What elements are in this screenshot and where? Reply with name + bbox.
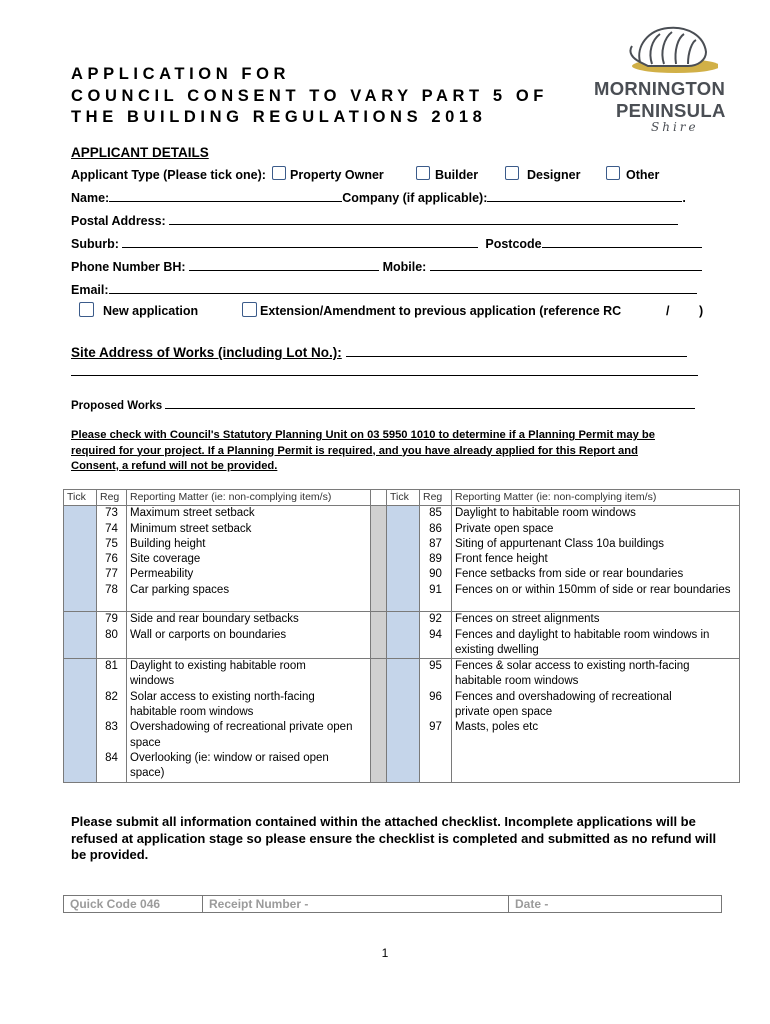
matter-cell [127, 612, 371, 659]
tick-header: Tick [64, 490, 97, 506]
email-label: Email: [71, 283, 109, 297]
reg-number: 86 [429, 522, 442, 535]
matter-text: Private open space [455, 522, 554, 535]
postal-row [71, 214, 678, 228]
mobile-field[interactable] [430, 260, 702, 271]
mobile-label: Mobile: [382, 260, 427, 274]
name-row [71, 191, 686, 205]
property-owner-label: Property Owner [290, 168, 384, 182]
postcode-field[interactable] [542, 237, 702, 248]
name-field[interactable] [109, 191, 342, 202]
postcode-label: Postcode [485, 237, 542, 251]
matter-text: Front fence height [455, 553, 548, 566]
matter-text: Site coverage [130, 553, 201, 566]
matter-text: Wall or carports on boundaries [130, 628, 287, 641]
column-separator [371, 612, 387, 659]
reg-number: 82 [105, 690, 118, 703]
reg-header: Reg [420, 490, 452, 506]
reference-close: ) [699, 304, 704, 318]
matter-text: Masts, poles etc [455, 721, 539, 734]
builder-checkbox[interactable] [416, 166, 430, 180]
suburb-label: Suburb: [71, 237, 119, 251]
builder-label: Builder [435, 168, 479, 182]
matter-header: Reporting Matter (ie: non-complying item/s) [452, 490, 740, 506]
matter-text: Maximum street setback [130, 507, 255, 520]
page-number: 1 [381, 946, 389, 960]
shire-logo [590, 22, 755, 134]
matter-text: Side and rear boundary setbacks [130, 613, 299, 626]
suburb-row [71, 237, 702, 251]
reg-number: 77 [105, 568, 118, 581]
tick-cell[interactable] [64, 506, 97, 612]
reg-number: 92 [429, 613, 442, 626]
matter-cell [452, 506, 740, 612]
title-line-1: APPLICATION FOR [71, 65, 291, 83]
email-row [71, 283, 697, 297]
designer-checkbox[interactable] [505, 166, 519, 180]
reg-cell [97, 506, 127, 612]
table-header-row [64, 490, 740, 506]
table-row [64, 659, 740, 782]
reg-number: 84 [105, 751, 118, 764]
matter-text: Permeability [130, 568, 194, 581]
planning-note-line-2: required for your project. If a Planning Permit is required, and you have already applied for this Report and [71, 444, 638, 457]
site-address-row [71, 345, 687, 360]
site-address-field[interactable] [346, 346, 687, 357]
other-label: Other [626, 168, 660, 182]
reg-number: 78 [105, 583, 118, 596]
matter-text: Fences and overshadowing of recreational private open space [455, 690, 672, 719]
company-end: . [682, 191, 686, 205]
phone-field[interactable] [189, 260, 379, 271]
office-use-strip [63, 895, 722, 913]
proposed-works-field[interactable] [165, 398, 695, 409]
email-field[interactable] [109, 283, 697, 294]
other-checkbox[interactable] [606, 166, 620, 180]
matter-text: Siting of appurtenant Class 10a buildings [455, 537, 665, 550]
reg-number: 73 [105, 507, 118, 520]
matter-text: Solar access to existing north-facing habitable room windows [130, 690, 315, 719]
reg-number: 94 [429, 628, 442, 641]
tick-cell[interactable] [387, 506, 420, 612]
reg-header: Reg [97, 490, 127, 506]
date-field[interactable]: Date - [515, 897, 549, 911]
matter-text: Overshadowing of recreational private open space [130, 721, 353, 749]
reg-number: 75 [105, 537, 118, 550]
matter-cell [127, 506, 371, 612]
reg-number: 96 [429, 690, 442, 703]
matter-text: Minimum street setback [130, 522, 252, 535]
reg-number: 97 [429, 721, 442, 734]
reg-number: 91 [429, 583, 442, 596]
reg-cell [420, 612, 452, 659]
logo-peninsula: PENINSULA [616, 100, 726, 121]
tick-header: Tick [387, 490, 420, 506]
postal-field[interactable] [169, 214, 678, 225]
form-title [71, 64, 548, 129]
planning-note-line-1: Please check with Council's Statutory Planning Unit on 03 5950 1010 to determine if a Planning Permit may be [71, 429, 655, 441]
title-line-2: COUNCIL CONSENT TO VARY PART 5 OF [71, 86, 548, 105]
applicant-type-label: Applicant Type (Please tick one): [71, 168, 266, 182]
reg-number: 81 [105, 660, 118, 673]
name-label: Name: [71, 191, 110, 205]
matter-cell [127, 659, 371, 782]
reg-number: 85 [429, 507, 442, 520]
planning-permit-note [71, 428, 655, 475]
shell-icon [618, 22, 718, 84]
matter-text: Car parking spaces [130, 583, 230, 596]
extension-checkbox[interactable] [242, 302, 257, 317]
site-address-line-2[interactable] [71, 375, 698, 376]
reg-number: 79 [105, 613, 118, 626]
new-application-checkbox[interactable] [79, 302, 94, 317]
company-field[interactable] [487, 191, 682, 202]
logo-mornington: MORNINGTON [594, 78, 726, 99]
column-separator [371, 506, 387, 612]
reg-number: 87 [429, 537, 442, 550]
reg-number: 76 [105, 553, 118, 566]
reg-cell [97, 612, 127, 659]
planning-note-line-3: Consent, a refund will not be provided. [71, 460, 278, 472]
phone-label: Phone Number BH: [71, 260, 186, 274]
postal-label: Postal Address: [71, 214, 166, 228]
property-owner-checkbox[interactable] [272, 166, 286, 180]
matter-cell [452, 659, 740, 782]
reg-cell [420, 659, 452, 782]
phone-row [71, 260, 702, 274]
receipt-number[interactable]: Receipt Number - [203, 896, 509, 912]
matter-text: Overlooking (ie: window or raised open space) [130, 751, 329, 780]
matter-header: Reporting Matter (ie: non-complying item/s) [127, 490, 371, 506]
proposed-works-label: Proposed Works [71, 400, 163, 412]
submit-note: Please submit all information contained within the attached checklist. Incomplete applications will be refused at application stage so please ensure the checklist is completed and submitted as no refund will be provided. [71, 814, 717, 862]
title-line-3: THE BUILDING REGULATIONS 2018 [71, 108, 487, 126]
logo-shire: Shire [651, 120, 699, 134]
reg-number: 89 [429, 553, 442, 566]
reg-cell [97, 659, 127, 782]
tick-cell[interactable] [387, 612, 420, 659]
reg-number: 95 [429, 660, 442, 673]
extension-label: Extension/Amendment to previous application (reference RC [260, 304, 622, 318]
table-row [64, 612, 740, 659]
company-label: Company (if applicable): [342, 191, 488, 205]
tick-cell[interactable] [64, 659, 97, 782]
designer-label: Designer [527, 168, 581, 182]
proposed-works-row [71, 398, 695, 412]
reg-number: 74 [105, 522, 118, 535]
matter-text: Daylight to existing habitable room windows [130, 660, 306, 688]
reg-number: 80 [105, 628, 118, 641]
matter-text: Fences on street alignments [455, 613, 600, 626]
column-separator [371, 490, 387, 506]
column-separator [371, 659, 387, 782]
new-application-label: New application [103, 304, 199, 318]
table-row [64, 506, 740, 612]
tick-cell[interactable] [387, 659, 420, 782]
matter-text: Building height [130, 537, 206, 550]
regulations-table [63, 489, 740, 783]
matter-text: Fences and daylight to habitable room windows in existing dwelling [455, 628, 710, 656]
matter-cell [452, 612, 740, 659]
reg-number: 83 [105, 721, 118, 734]
reg-cell [420, 506, 452, 612]
reg-number: 90 [429, 568, 442, 581]
applicant-details-heading: APPLICANT DETAILS [71, 145, 209, 160]
matter-text: Fences on or within 150mm of side or rear boundaries [455, 583, 731, 596]
matter-text: Fence setbacks from side or rear boundaries [455, 568, 684, 581]
quick-code: Quick Code 046 [64, 896, 203, 912]
matter-text: Daylight to habitable room windows [455, 507, 636, 520]
suburb-field[interactable] [122, 237, 478, 248]
reference-slash: / [666, 304, 670, 318]
matter-text: Fences & solar access to existing north-facing habitable room windows [455, 660, 690, 688]
site-address-label: Site Address of Works (including Lot No.): [71, 345, 342, 360]
tick-cell[interactable] [64, 612, 97, 659]
